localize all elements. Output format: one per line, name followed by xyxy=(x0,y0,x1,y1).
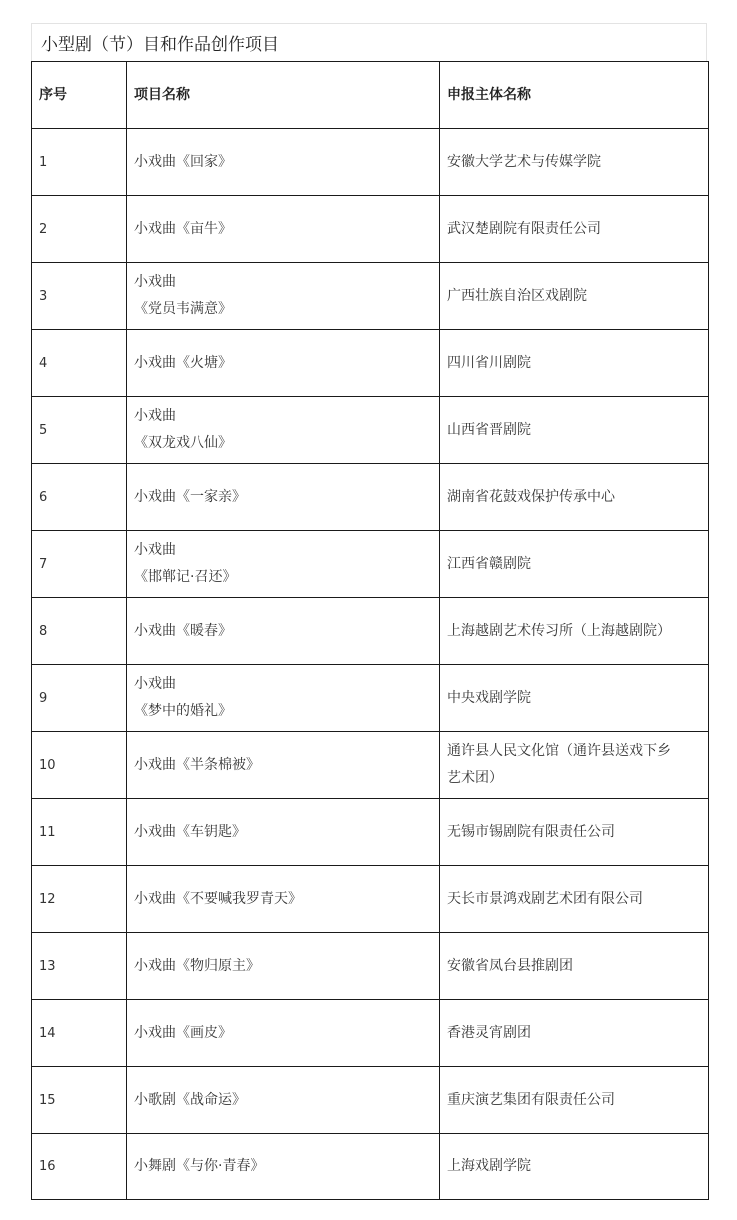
table-body xyxy=(32,129,709,1200)
row-index: 1 xyxy=(32,129,127,196)
applicant-name-cell xyxy=(440,933,709,1000)
header-applicant-name: 申报主体名称 xyxy=(440,62,709,129)
project-name-cell xyxy=(127,464,440,531)
table-row xyxy=(32,263,709,330)
applicant-name-cell xyxy=(440,732,709,799)
applicant-name-line: 通许县人民文化馆（通许县送戏下乡 xyxy=(447,743,671,759)
project-name-line: 小戏曲《暖春》 xyxy=(134,622,232,639)
table-row xyxy=(32,196,709,263)
table-row xyxy=(32,665,709,732)
applicant-name-cell xyxy=(440,531,709,598)
row-index: 11 xyxy=(32,799,127,866)
project-name-line: 小戏曲《不要喊我罗青天》 xyxy=(134,890,302,907)
project-name-cell xyxy=(127,129,440,196)
table-row xyxy=(32,598,709,665)
applicant-name-line: 安徽省凤台县推剧团 xyxy=(447,957,573,974)
project-name-line: 小戏曲《车钥匙》 xyxy=(134,823,246,840)
applicant-name-line: 江西省赣剧院 xyxy=(447,555,531,572)
project-name-line: 《梦中的婚礼》 xyxy=(134,703,232,719)
applicant-name-cell xyxy=(440,1134,709,1200)
applicant-name-line: 安徽大学艺术与传媒学院 xyxy=(447,153,601,170)
section-title: 小型剧（节）目和作品创作项目 xyxy=(31,23,707,61)
header-row xyxy=(32,62,709,129)
table-row xyxy=(32,129,709,196)
table-header xyxy=(32,62,709,129)
table-row xyxy=(32,866,709,933)
table-row xyxy=(32,464,709,531)
project-name-line: 小戏曲《一家亲》 xyxy=(134,488,246,505)
applicant-name-line: 无锡市锡剧院有限责任公司 xyxy=(447,823,615,840)
row-index: 5 xyxy=(32,397,127,464)
project-name-line: 小戏曲 xyxy=(134,274,176,290)
applicant-name-cell xyxy=(440,196,709,263)
applicant-name-line: 重庆演艺集团有限责任公司 xyxy=(447,1091,615,1108)
table-row xyxy=(32,799,709,866)
row-index: 14 xyxy=(32,1000,127,1067)
applicant-name-line: 香港灵宵剧团 xyxy=(447,1024,531,1041)
row-index: 16 xyxy=(32,1134,127,1200)
applicant-name-line: 上海戏剧学院 xyxy=(447,1158,531,1174)
project-name-cell xyxy=(127,598,440,665)
row-index: 3 xyxy=(32,263,127,330)
project-name-cell xyxy=(127,330,440,397)
applicant-name-cell xyxy=(440,129,709,196)
applicant-name-line: 上海越剧艺术传习所（上海越剧院） xyxy=(447,622,671,639)
applicant-name-cell xyxy=(440,665,709,732)
row-index: 7 xyxy=(32,531,127,598)
project-name-line: 小舞剧《与你·青春》 xyxy=(134,1158,265,1174)
project-name-cell xyxy=(127,1067,440,1134)
row-index: 15 xyxy=(32,1067,127,1134)
applicant-name-line: 山西省晋剧院 xyxy=(447,421,531,438)
applicant-name-cell xyxy=(440,1067,709,1134)
applicant-name-line: 四川省川剧院 xyxy=(447,354,531,371)
table-row xyxy=(32,1134,709,1200)
applicant-name-cell xyxy=(440,799,709,866)
applicant-name-cell xyxy=(440,263,709,330)
project-name-line: 小戏曲《亩牛》 xyxy=(134,220,232,237)
applicant-name-line: 武汉楚剧院有限责任公司 xyxy=(447,220,601,237)
applicant-name-cell xyxy=(440,330,709,397)
applicant-name-line: 艺术团） xyxy=(447,770,503,786)
applicant-name-cell xyxy=(440,397,709,464)
project-name-cell xyxy=(127,397,440,464)
table-row xyxy=(32,1067,709,1134)
project-name-cell xyxy=(127,1000,440,1067)
project-name-cell xyxy=(127,1134,440,1200)
applicant-name-line: 天长市景鸿戏剧艺术团有限公司 xyxy=(447,890,643,907)
header-project-name: 项目名称 xyxy=(127,62,440,129)
header-index: 序号 xyxy=(32,62,127,129)
project-name-cell xyxy=(127,732,440,799)
table-row xyxy=(32,330,709,397)
applicant-name-cell xyxy=(440,464,709,531)
row-index: 10 xyxy=(32,732,127,799)
project-name-cell xyxy=(127,799,440,866)
project-name-line: 《党员韦满意》 xyxy=(134,301,232,317)
project-name-line: 小戏曲 xyxy=(134,408,176,424)
project-name-line: 小戏曲《物归原主》 xyxy=(134,957,260,974)
project-name-cell xyxy=(127,531,440,598)
project-name-line: 小戏曲《回家》 xyxy=(134,153,232,170)
project-name-cell xyxy=(127,933,440,1000)
project-list-document xyxy=(31,23,707,1200)
row-index: 8 xyxy=(32,598,127,665)
applicant-name-line: 湖南省花鼓戏保护传承中心 xyxy=(447,488,615,505)
row-index: 13 xyxy=(32,933,127,1000)
table-row xyxy=(32,933,709,1000)
project-name-line: 小戏曲 xyxy=(134,542,176,558)
applicant-name-line: 中央戏剧学院 xyxy=(447,689,531,706)
table-row xyxy=(32,397,709,464)
applicant-name-cell xyxy=(440,598,709,665)
row-index: 2 xyxy=(32,196,127,263)
table-row xyxy=(32,1000,709,1067)
project-name-line: 小歌剧《战命运》 xyxy=(134,1091,246,1108)
row-index: 4 xyxy=(32,330,127,397)
project-name-line: 小戏曲《火塘》 xyxy=(134,354,232,371)
project-name-line: 小戏曲 xyxy=(134,676,176,692)
row-index: 12 xyxy=(32,866,127,933)
table-row xyxy=(32,732,709,799)
table-row xyxy=(32,531,709,598)
project-name-line: 小戏曲《画皮》 xyxy=(134,1024,232,1041)
project-name-line: 小戏曲《半条棉被》 xyxy=(134,756,260,773)
project-name-line: 《双龙戏八仙》 xyxy=(134,435,232,451)
project-name-line: 《邯郸记·召还》 xyxy=(134,569,237,585)
project-name-cell xyxy=(127,263,440,330)
row-index: 6 xyxy=(32,464,127,531)
project-name-cell xyxy=(127,665,440,732)
applicant-name-cell xyxy=(440,866,709,933)
project-name-cell xyxy=(127,196,440,263)
applicant-name-line: 广西壮族自治区戏剧院 xyxy=(447,287,587,304)
project-name-cell xyxy=(127,866,440,933)
row-index: 9 xyxy=(32,665,127,732)
projects-table xyxy=(31,61,709,1200)
applicant-name-cell xyxy=(440,1000,709,1067)
